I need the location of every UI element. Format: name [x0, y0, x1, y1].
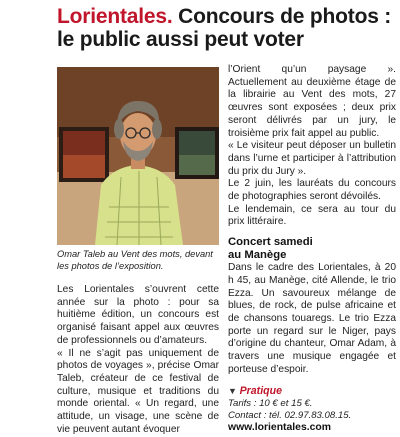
photo-illustration — [57, 67, 219, 245]
article-photo — [57, 67, 219, 245]
right-paragraph: l’Orient qu’un paysage ». Actuellement au deuxième étage de la librairie au Vent des mots, 27 œuvres sont exposées ; deux prix seront délivrés par un jury, le troisième prix fait appel au public. — [228, 64, 396, 139]
left-paragraph: Les Lorientales s’ouvrent cette année sur la photo : pour sa huitième édition, un concours est organisé faisant appel aux œuvres de professionnels ou d’amateurs. — [57, 284, 219, 346]
left-body-text — [57, 284, 219, 436]
right-paragraph: Le lendemain, ce sera au tour du prix littéraire. — [228, 203, 396, 228]
concert-subhead-line1: Concert samedi — [228, 236, 313, 249]
photo-caption: Omar Taleb au Vent des mots, devant les photos de l’exposition. — [57, 249, 213, 271]
left-column — [57, 67, 219, 436]
article-headline — [57, 5, 397, 51]
practical-tarifs: Tarifs : 10 € et 15 €. — [228, 398, 313, 410]
practical-info-title: Pratique — [239, 385, 282, 398]
right-paragraph: Le 2 juin, les lauréats du concours de photographies seront dévoilés. — [228, 178, 396, 203]
website-link[interactable]: www.lorientales.com — [228, 422, 331, 434]
right-column — [228, 64, 396, 434]
left-paragraph: « Il ne s’agit pas uniquement de photos de voyages », précise Omar Taleb, créateur de ce festival de culture, musique et traditions du monde oriental. « Un regard, une attitude, un visage, une scène de vie peuvent autant évoquer — [57, 347, 219, 435]
concert-paragraph: Dans le cadre des Lorientales, à 20 h 45, au Manège, cité Allende, le trio Ezza. Un savoureux mélange de blues, de rock, de pulse africaine et de chansons touaregs. Le trio Ezza porte un regard sur le Niger, pays d’origine du chanteur, Omar Adam, à travers une musique engagée et porteuse d’espoir. — [228, 262, 396, 375]
headline-title-line1: Concours de photos : — [178, 5, 392, 28]
triangle-down-icon: ▼ — [228, 386, 237, 397]
practical-contact: Contact : tél. 02.97.83.08.15. — [228, 410, 352, 422]
concert-subhead — [228, 236, 396, 262]
concert-subhead-line2: au Manège — [228, 249, 287, 262]
headline-kicker: Lorientales. — [57, 5, 173, 28]
headline-title-line2: le public aussi peut voter — [57, 28, 304, 51]
right-paragraph: « Le visiteur peut déposer un bulletin dans l’urne et participer à l’attribution du prix du Jury ». — [228, 140, 396, 177]
practical-info-box — [228, 385, 396, 434]
